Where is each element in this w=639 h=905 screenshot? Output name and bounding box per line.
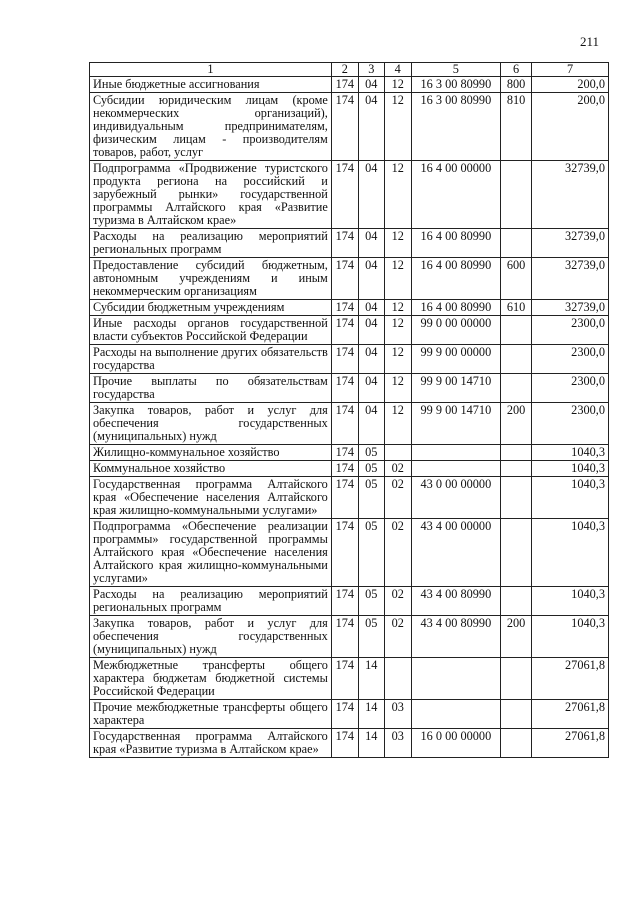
amount-cell: 1040,3: [532, 477, 609, 519]
section-code-cell: 04: [358, 229, 384, 258]
expense-type-cell: [501, 519, 532, 587]
target-article-cell: 99 9 00 00000: [411, 345, 500, 374]
row-name-cell: Расходы на выполнение других обязательств государства: [90, 345, 332, 374]
table-row: [90, 461, 609, 477]
row-name-cell: Государственная программа Алтайского края «Развитие туризма в Алтайском крае»: [90, 729, 332, 758]
row-name-cell: Иные расходы органов государственной власти субъектов Российской Федерации: [90, 316, 332, 345]
expense-type-cell: [501, 316, 532, 345]
amount-cell: 200,0: [532, 93, 609, 161]
expense-type-cell: 810: [501, 93, 532, 161]
amount-cell: 1040,3: [532, 519, 609, 587]
table-row: [90, 477, 609, 519]
section-code-cell: 04: [358, 161, 384, 229]
amount-cell: 27061,8: [532, 700, 609, 729]
section-code-cell: 05: [358, 461, 384, 477]
amount-cell: 32739,0: [532, 229, 609, 258]
subsection-code-cell: 12: [384, 403, 411, 445]
amount-cell: 32739,0: [532, 161, 609, 229]
amount-cell: 1040,3: [532, 461, 609, 477]
row-name-cell: Предоставление субсидий бюджетным, автономным учреждениям и иным некоммерческим организациям: [90, 258, 332, 300]
subsection-code-cell: 12: [384, 374, 411, 403]
target-article-cell: [411, 461, 500, 477]
table-row: [90, 729, 609, 758]
amount-cell: 200,0: [532, 77, 609, 93]
target-article-cell: 16 4 00 00000: [411, 161, 500, 229]
target-article-cell: 99 0 00 00000: [411, 316, 500, 345]
column-header: 2: [331, 63, 358, 77]
expense-type-cell: 610: [501, 300, 532, 316]
table-row: [90, 616, 609, 658]
subsection-code-cell: 12: [384, 345, 411, 374]
admin-code-cell: 174: [331, 161, 358, 229]
amount-cell: 32739,0: [532, 300, 609, 316]
section-code-cell: 05: [358, 587, 384, 616]
admin-code-cell: 174: [331, 316, 358, 345]
target-article-cell: [411, 445, 500, 461]
section-code-cell: 14: [358, 729, 384, 758]
admin-code-cell: 174: [331, 374, 358, 403]
admin-code-cell: 174: [331, 403, 358, 445]
target-article-cell: 99 9 00 14710: [411, 403, 500, 445]
page-number: 211: [580, 34, 600, 49]
table-row: [90, 519, 609, 587]
expense-type-cell: 800: [501, 77, 532, 93]
subsection-code-cell: 02: [384, 477, 411, 519]
column-header: 7: [532, 63, 609, 77]
expense-type-cell: [501, 658, 532, 700]
row-name-cell: Закупка товаров, работ и услуг для обеспечения государственных (муниципальных) нужд: [90, 403, 332, 445]
expense-type-cell: [501, 729, 532, 758]
target-article-cell: 43 4 00 00000: [411, 519, 500, 587]
target-article-cell: 16 3 00 80990: [411, 77, 500, 93]
subsection-code-cell: [384, 445, 411, 461]
row-name-cell: Субсидии бюджетным учреждениям: [90, 300, 332, 316]
subsection-code-cell: 03: [384, 729, 411, 758]
amount-cell: 2300,0: [532, 403, 609, 445]
section-code-cell: 05: [358, 477, 384, 519]
admin-code-cell: 174: [331, 658, 358, 700]
header-row: [90, 63, 609, 77]
amount-cell: 32739,0: [532, 258, 609, 300]
subsection-code-cell: 12: [384, 93, 411, 161]
expense-type-cell: [501, 700, 532, 729]
admin-code-cell: 174: [331, 445, 358, 461]
section-code-cell: 04: [358, 345, 384, 374]
subsection-code-cell: 12: [384, 300, 411, 316]
row-name-cell: Подпрограмма «Продвижение туристского продукта региона на российский и зарубежный рынки» государственной программы Алтайского края «Развитие туризма в Алтайском крае»: [90, 161, 332, 229]
target-article-cell: [411, 700, 500, 729]
row-name-cell: Жилищно-коммунальное хозяйство: [90, 445, 332, 461]
expense-type-cell: 600: [501, 258, 532, 300]
table-body: [90, 77, 609, 758]
column-header: 5: [411, 63, 500, 77]
admin-code-cell: 174: [331, 616, 358, 658]
target-article-cell: 99 9 00 14710: [411, 374, 500, 403]
subsection-code-cell: 02: [384, 587, 411, 616]
table-row: [90, 258, 609, 300]
table-row: [90, 161, 609, 229]
expense-type-cell: 200: [501, 616, 532, 658]
amount-cell: 2300,0: [532, 345, 609, 374]
section-code-cell: 05: [358, 445, 384, 461]
section-code-cell: 04: [358, 93, 384, 161]
amount-cell: 1040,3: [532, 587, 609, 616]
expense-type-cell: [501, 161, 532, 229]
section-code-cell: 04: [358, 403, 384, 445]
table-row: [90, 403, 609, 445]
admin-code-cell: 174: [331, 587, 358, 616]
table-row: [90, 658, 609, 700]
subsection-code-cell: 02: [384, 616, 411, 658]
subsection-code-cell: 02: [384, 461, 411, 477]
column-header: 1: [90, 63, 332, 77]
target-article-cell: 16 3 00 80990: [411, 93, 500, 161]
admin-code-cell: 174: [331, 300, 358, 316]
section-code-cell: 04: [358, 316, 384, 345]
row-name-cell: Межбюджетные трансферты общего характера бюджетам бюджетной системы Российской Федерации: [90, 658, 332, 700]
subsection-code-cell: [384, 658, 411, 700]
amount-cell: 1040,3: [532, 616, 609, 658]
budget-table: [89, 62, 609, 758]
row-name-cell: Коммунальное хозяйство: [90, 461, 332, 477]
expense-type-cell: [501, 345, 532, 374]
section-code-cell: 04: [358, 300, 384, 316]
row-name-cell: Субсидии юридическим лицам (кроме некоммерческих организаций), индивидуальным предпринимателям, физическим лицам - производителям товаров, работ, услуг: [90, 93, 332, 161]
target-article-cell: [411, 658, 500, 700]
expense-type-cell: 200: [501, 403, 532, 445]
admin-code-cell: 174: [331, 700, 358, 729]
table-row: [90, 93, 609, 161]
subsection-code-cell: 12: [384, 161, 411, 229]
target-article-cell: 43 0 00 00000: [411, 477, 500, 519]
table-row: [90, 700, 609, 729]
expense-type-cell: [501, 461, 532, 477]
expense-type-cell: [501, 229, 532, 258]
table-row: [90, 77, 609, 93]
subsection-code-cell: 12: [384, 258, 411, 300]
amount-cell: 2300,0: [532, 374, 609, 403]
section-code-cell: 05: [358, 519, 384, 587]
admin-code-cell: 174: [331, 258, 358, 300]
admin-code-cell: 174: [331, 461, 358, 477]
target-article-cell: 43 4 00 80990: [411, 616, 500, 658]
row-name-cell: Расходы на реализацию мероприятий региональных программ: [90, 229, 332, 258]
row-name-cell: Прочие выплаты по обязательствам государства: [90, 374, 332, 403]
column-header: 4: [384, 63, 411, 77]
subsection-code-cell: 12: [384, 77, 411, 93]
row-name-cell: Закупка товаров, работ и услуг для обеспечения государственных (муниципальных) нужд: [90, 616, 332, 658]
table-row: [90, 300, 609, 316]
subsection-code-cell: 12: [384, 229, 411, 258]
section-code-cell: 14: [358, 658, 384, 700]
expense-type-cell: [501, 445, 532, 461]
table-row: [90, 445, 609, 461]
row-name-cell: Иные бюджетные ассигнования: [90, 77, 332, 93]
amount-cell: 27061,8: [532, 658, 609, 700]
column-header: 3: [358, 63, 384, 77]
expense-type-cell: [501, 587, 532, 616]
admin-code-cell: 174: [331, 93, 358, 161]
expense-type-cell: [501, 374, 532, 403]
subsection-code-cell: 02: [384, 519, 411, 587]
row-name-cell: Государственная программа Алтайского края «Обеспечение населения Алтайского края жилищно-коммунальными услугами»: [90, 477, 332, 519]
table-row: [90, 374, 609, 403]
amount-cell: 27061,8: [532, 729, 609, 758]
admin-code-cell: 174: [331, 345, 358, 374]
section-code-cell: 05: [358, 616, 384, 658]
subsection-code-cell: 12: [384, 316, 411, 345]
admin-code-cell: 174: [331, 519, 358, 587]
row-name-cell: Прочие межбюджетные трансферты общего характера: [90, 700, 332, 729]
section-code-cell: 14: [358, 700, 384, 729]
section-code-cell: 04: [358, 77, 384, 93]
row-name-cell: Подпрограмма «Обеспечение реализации программы» государственной программы Алтайского края «Обеспечение населения Алтайского края жилищно-коммунальными услугами»: [90, 519, 332, 587]
target-article-cell: 16 4 00 80990: [411, 258, 500, 300]
target-article-cell: 16 4 00 80990: [411, 300, 500, 316]
section-code-cell: 04: [358, 258, 384, 300]
amount-cell: 1040,3: [532, 445, 609, 461]
row-name-cell: Расходы на реализацию мероприятий региональных программ: [90, 587, 332, 616]
target-article-cell: 43 4 00 80990: [411, 587, 500, 616]
column-header: 6: [501, 63, 532, 77]
section-code-cell: 04: [358, 374, 384, 403]
admin-code-cell: 174: [331, 229, 358, 258]
table-row: [90, 345, 609, 374]
table-row: [90, 316, 609, 345]
table-row: [90, 229, 609, 258]
admin-code-cell: 174: [331, 729, 358, 758]
admin-code-cell: 174: [331, 77, 358, 93]
target-article-cell: 16 0 00 00000: [411, 729, 500, 758]
table-row: [90, 587, 609, 616]
expense-type-cell: [501, 477, 532, 519]
subsection-code-cell: 03: [384, 700, 411, 729]
admin-code-cell: 174: [331, 477, 358, 519]
amount-cell: 2300,0: [532, 316, 609, 345]
target-article-cell: 16 4 00 80990: [411, 229, 500, 258]
